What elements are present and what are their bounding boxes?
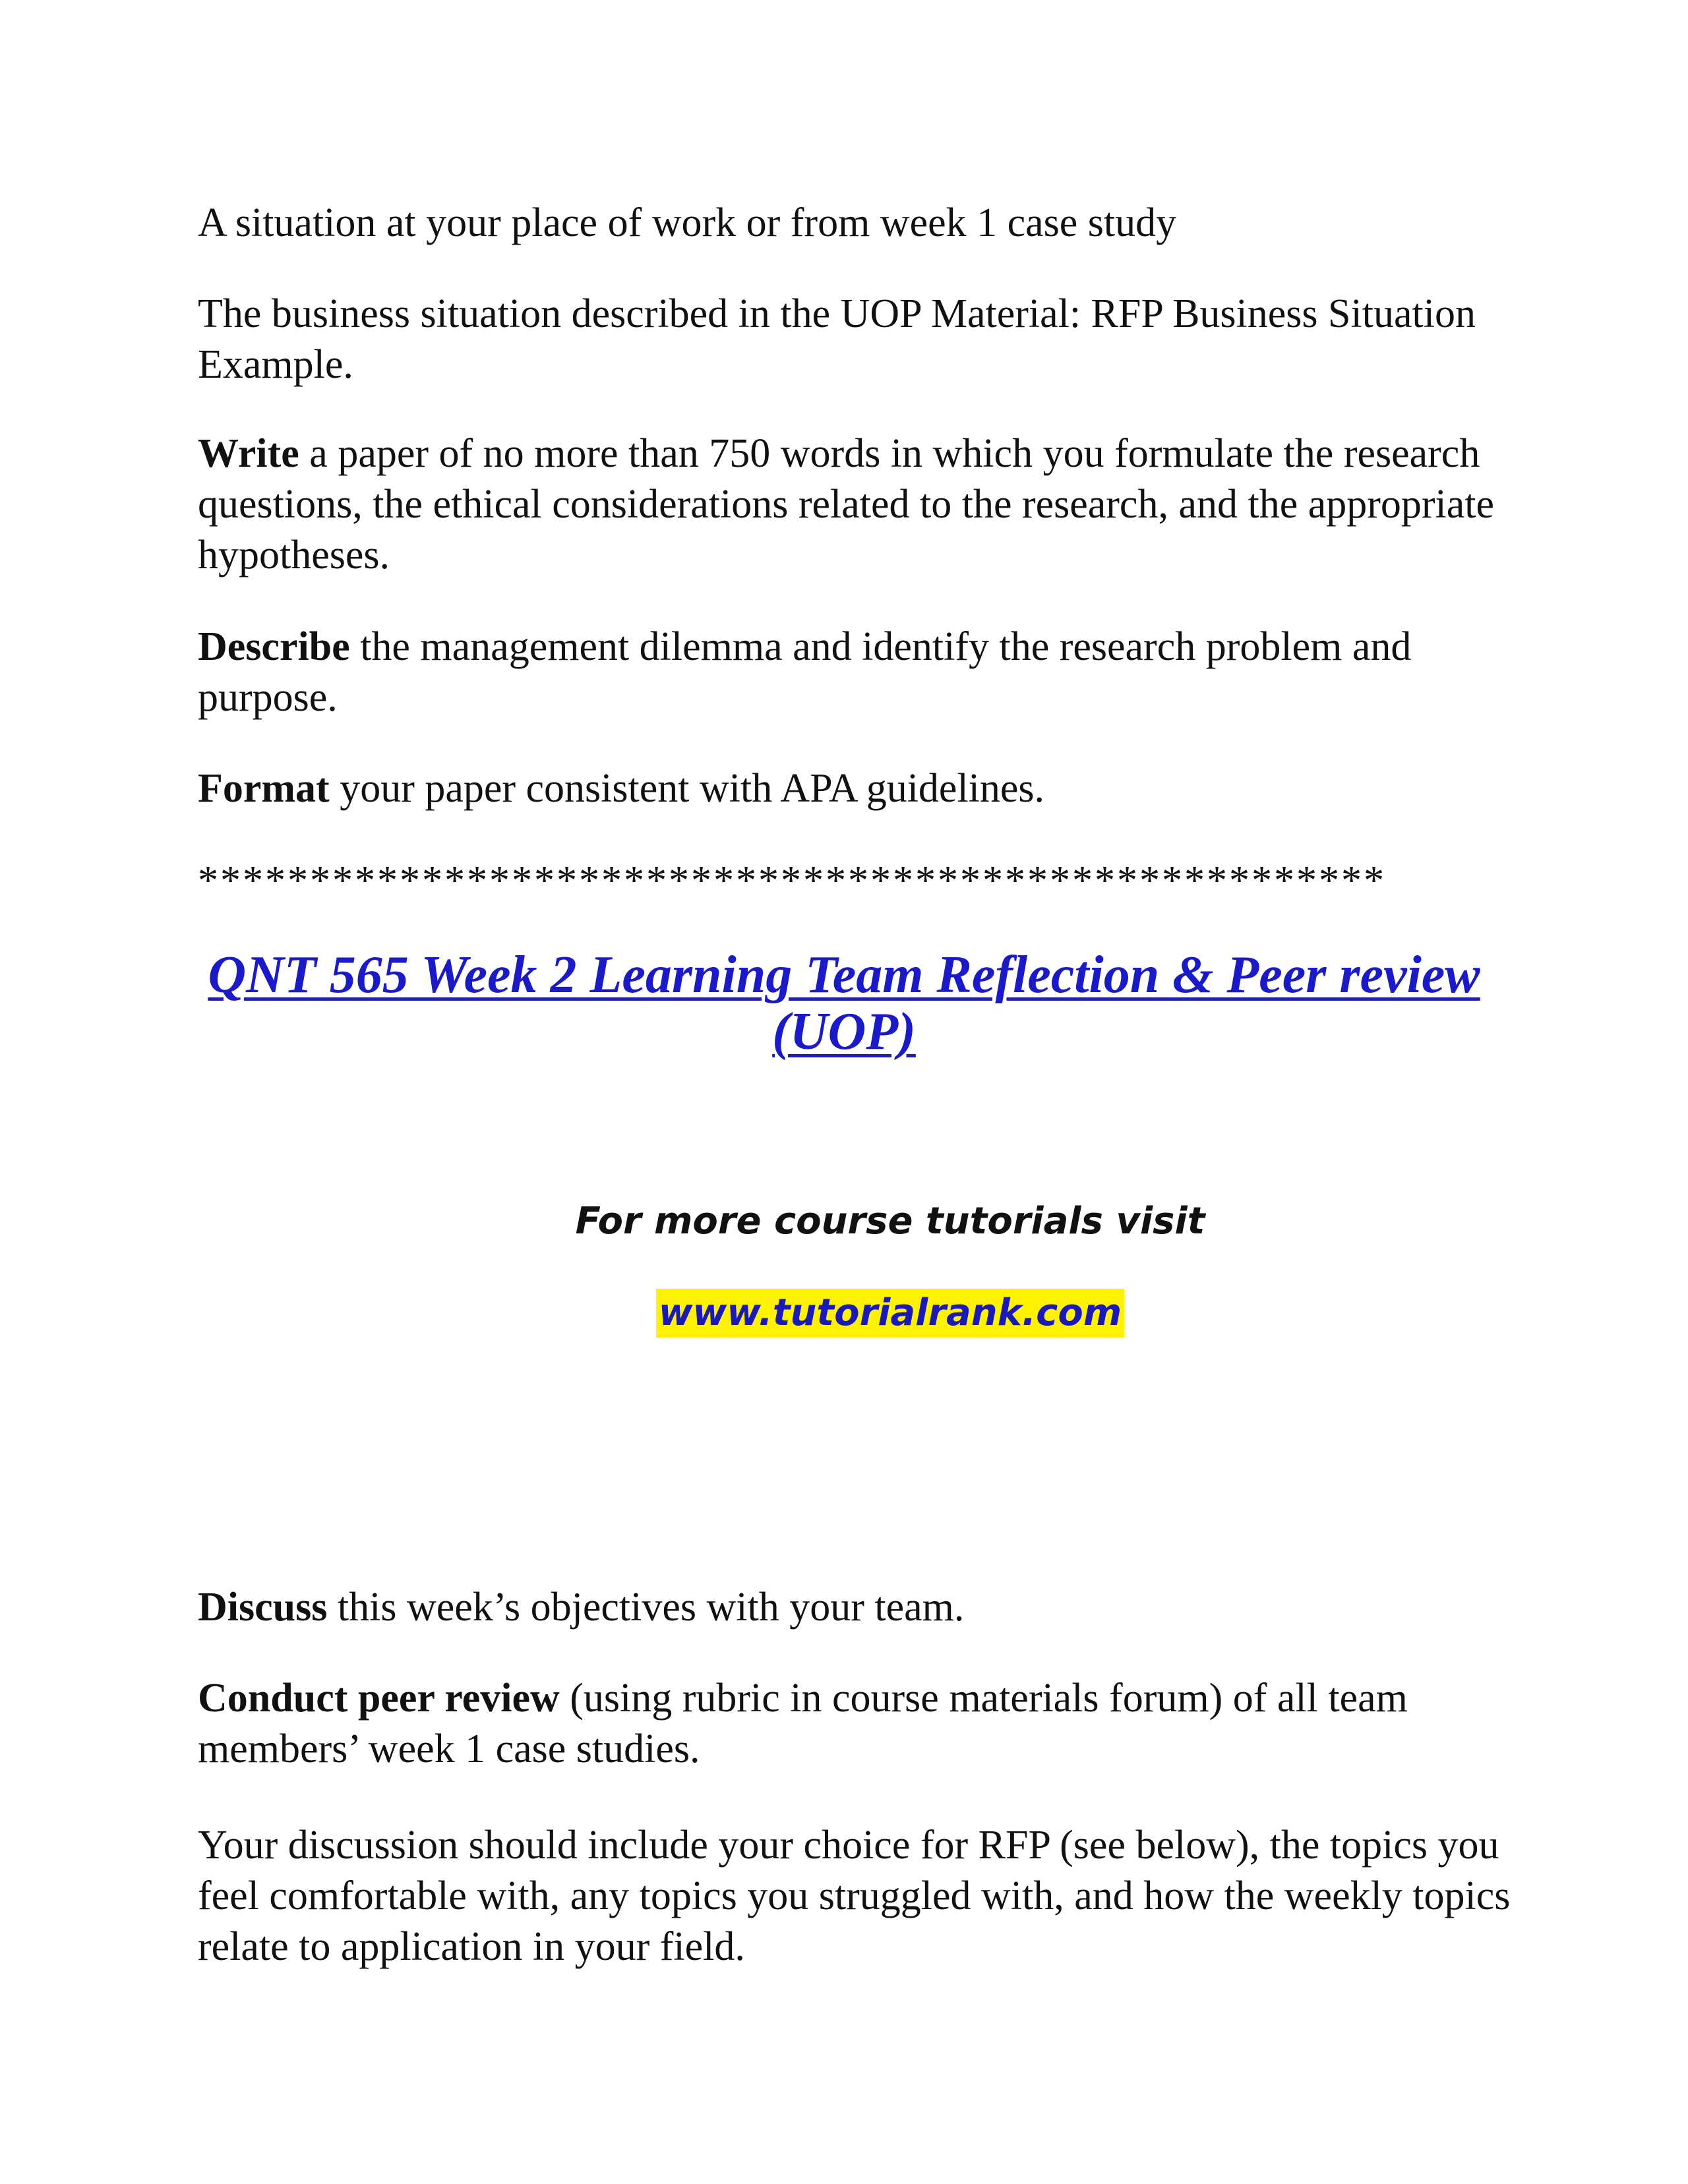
describe-text: the management dilemma and identify the research problem and purpose.: [198, 624, 1412, 720]
section-title-link[interactable]: QNT 565 Week 2 Learning Team Reflection & Peer review (UOP): [208, 946, 1480, 1061]
peer-review-text: (using rubric in course materials forum) of all team members’ week 1 case studies.: [198, 1676, 1408, 1771]
describe-paragraph: [198, 622, 1517, 723]
discuss-paragraph: [198, 1582, 1517, 1633]
discussion-paragraph: Your discussion should include your choice for RFP (see below), the topics you feel comfortable with, any topics you struggled with, and how the weekly topics relate to application in your field.: [198, 1823, 1511, 1969]
intro-paragraph: A situation at your place of work or from week 1 case study: [198, 200, 1177, 245]
format-paragraph: [198, 763, 1517, 814]
format-text: your paper consistent with APA guidelines.: [329, 766, 1045, 811]
write-keyword: Write: [198, 431, 299, 476]
business-situation-paragraph: The business situation described in the UOP Material: RFP Business Situation Example.: [198, 291, 1476, 387]
discuss-keyword: Discuss: [198, 1585, 328, 1630]
describe-keyword: Describe: [198, 624, 350, 669]
discuss-text: this week’s objectives with your team.: [327, 1585, 965, 1630]
peer-review-keyword: Conduct peer review: [198, 1676, 560, 1721]
write-paragraph: [198, 428, 1517, 581]
separator-line: *****************************************************: [198, 858, 1386, 903]
tutorial-site-link[interactable]: www.tutorialrank.com: [656, 1289, 1124, 1338]
write-text: a paper of no more than 750 words in which you formulate the research questions, the ethical considerations related to the research, and the appropriate hypotheses.: [198, 431, 1495, 577]
peer-review-paragraph: [198, 1673, 1517, 1775]
format-keyword: Format: [198, 766, 330, 811]
site-link-wrapper: [0, 1289, 1688, 1338]
visit-text: For more course tutorials visit: [575, 1200, 1205, 1243]
